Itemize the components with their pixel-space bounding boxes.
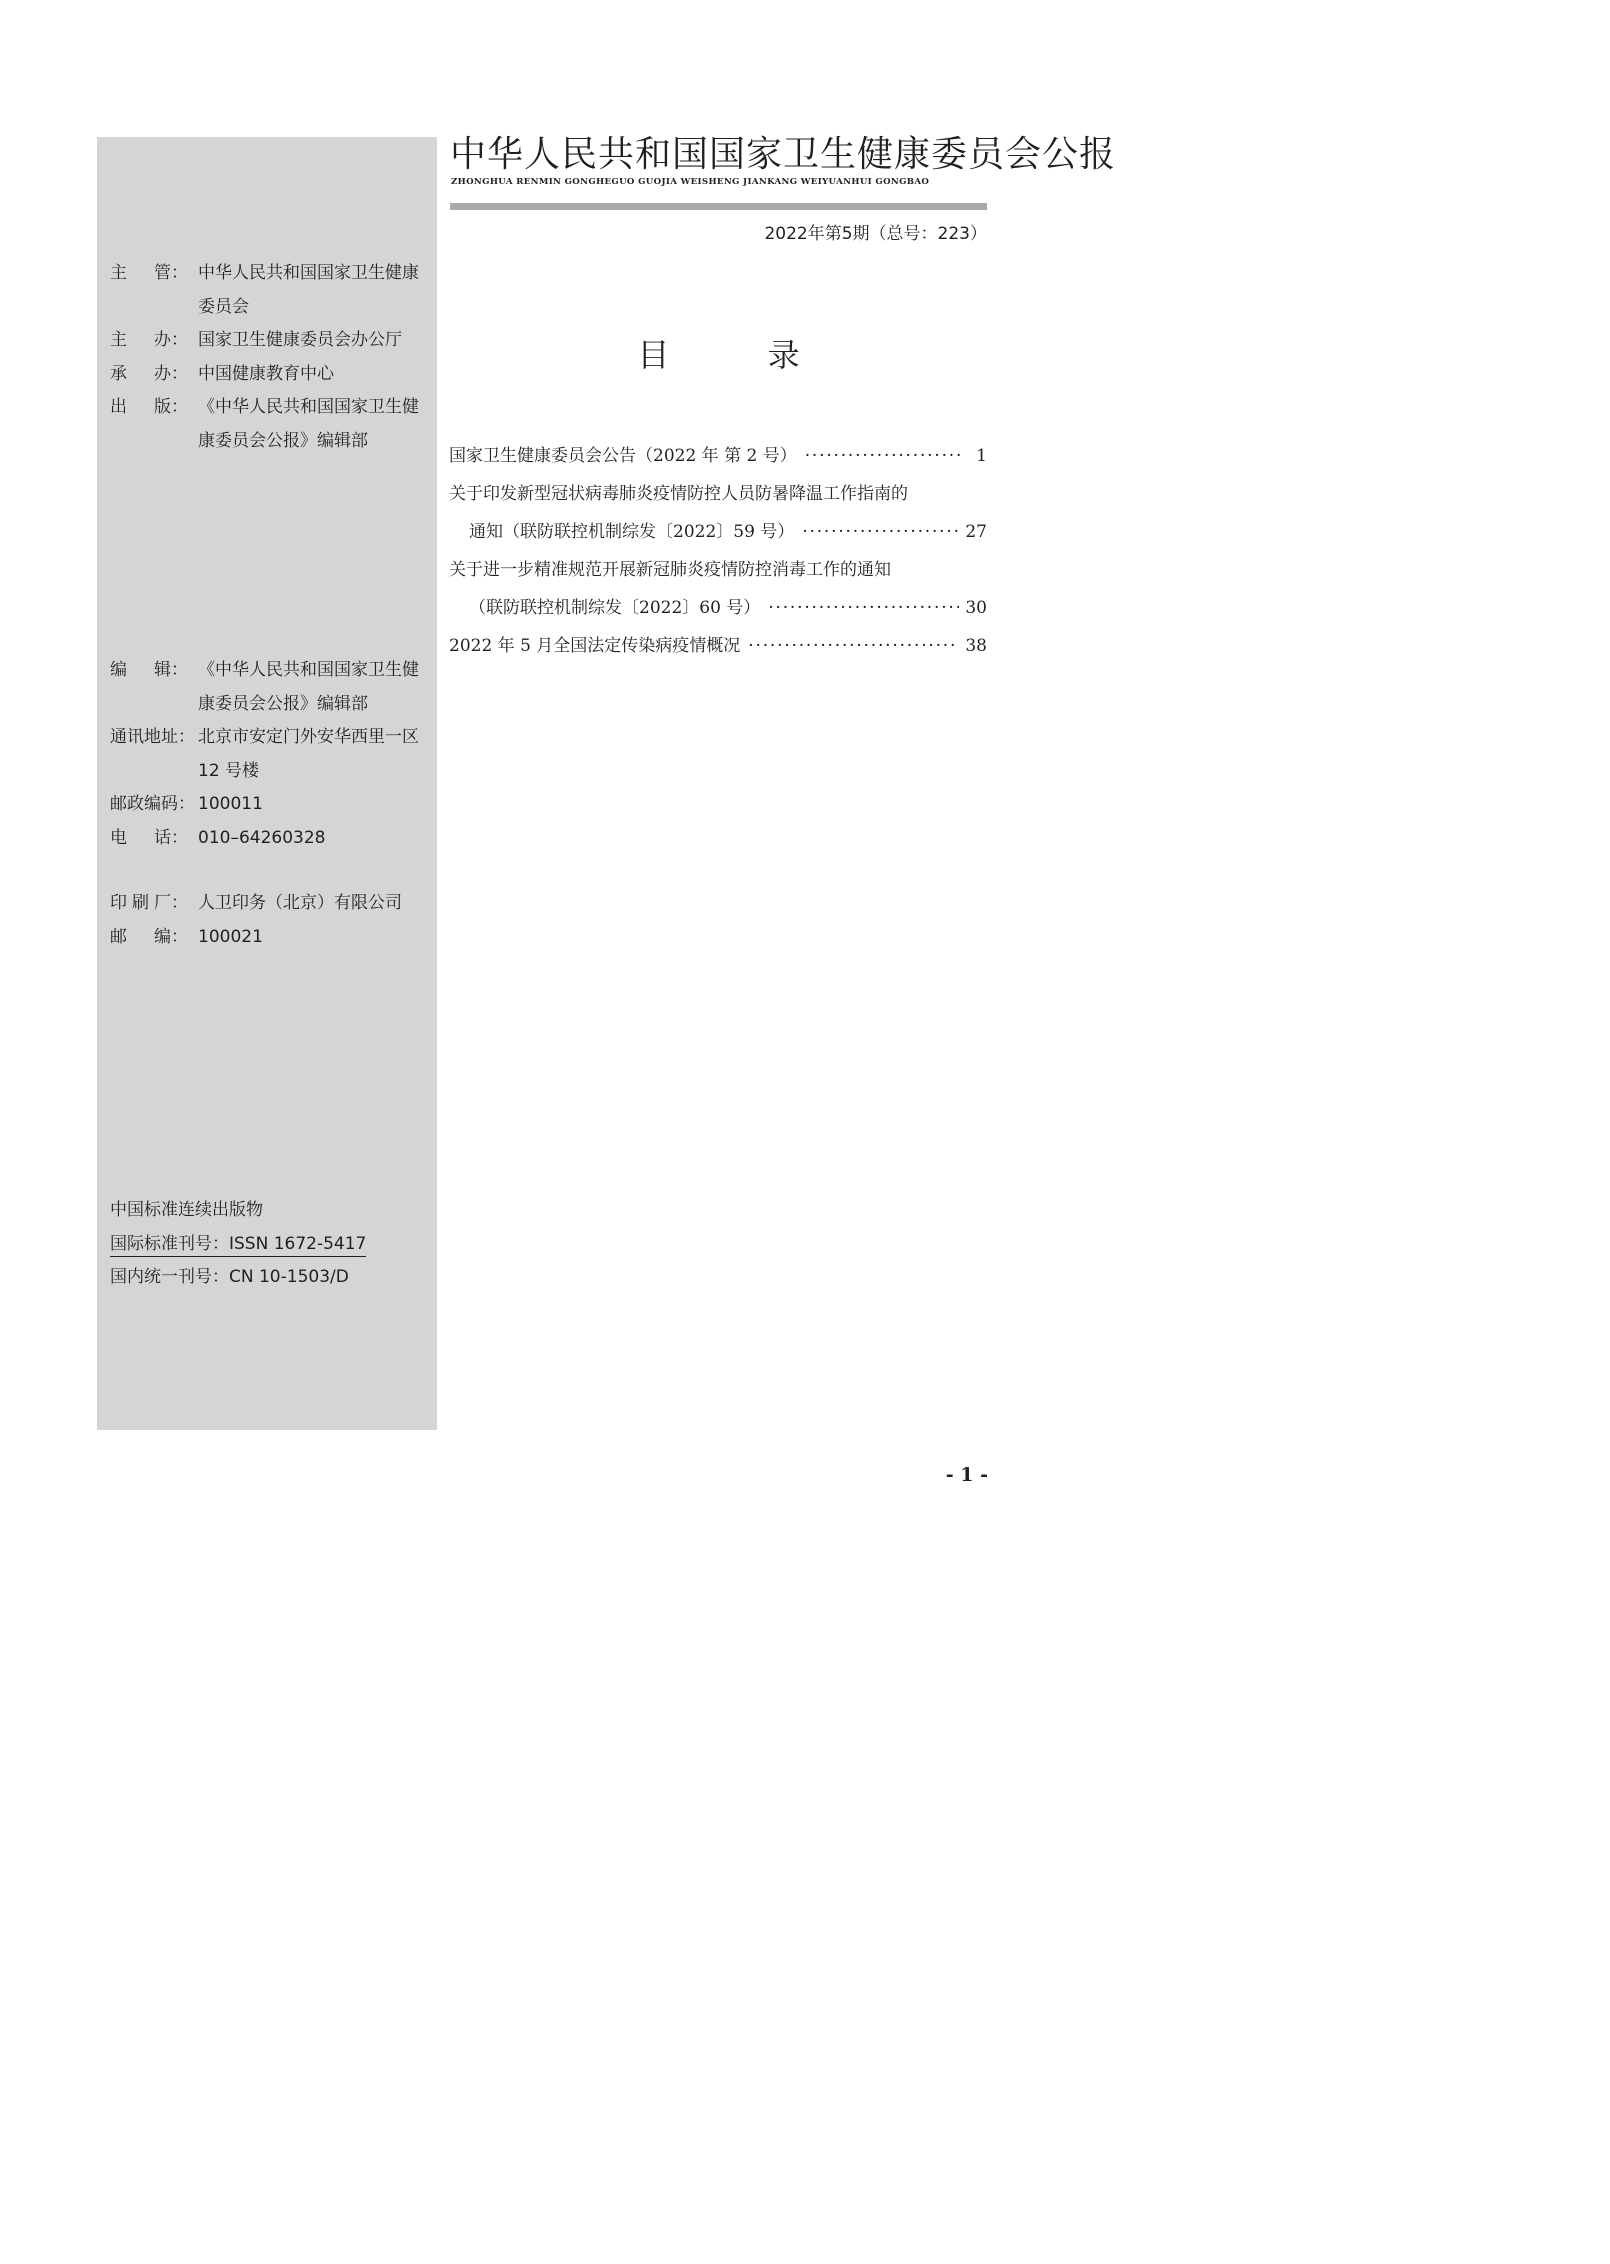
publication-info-label — [110, 391, 188, 458]
toc-heading: 目 录 — [637, 336, 844, 374]
toc-page-number: 27 — [965, 522, 987, 542]
editorial-info-label — [110, 822, 188, 856]
editorial-info-value: 100011 — [198, 794, 263, 814]
label-char: 通 — [110, 727, 127, 747]
editorial-info-row — [110, 654, 430, 721]
label-char: 编 — [110, 660, 127, 680]
editorial-info-value: 010–64260328 — [198, 827, 326, 848]
label-char: 地 — [144, 727, 161, 747]
sidebar-colophon — [97, 137, 437, 1430]
editorial-info-row — [110, 822, 430, 856]
label-char: 刷 — [132, 893, 149, 913]
publication-info-value: 中华人民共和国国家卫生健康委员会 — [198, 263, 419, 317]
printer-info — [110, 887, 430, 954]
toc-entry-title: 国家卫生健康委员会公告（2022 年 第 2 号） — [449, 446, 797, 466]
label-char: 邮 — [110, 926, 127, 947]
printer-info-label — [110, 887, 188, 921]
toc-entry[interactable] — [449, 475, 987, 551]
series-note: 中国标准连续出版物 — [110, 1200, 263, 1220]
toc-entry-title: （联防联控机制综发〔2022〕60 号） — [469, 598, 761, 618]
toc-line — [449, 437, 987, 475]
toc-dot-leader — [802, 513, 959, 551]
label-char: 管： — [154, 263, 188, 283]
editorial-info-label — [110, 721, 195, 788]
label-char: 承 — [110, 363, 127, 384]
editorial-info-row — [110, 788, 430, 822]
label-char: 印 — [110, 893, 127, 913]
label-char: 主 — [110, 330, 127, 350]
printer-info-row — [110, 887, 430, 921]
toc-dot-leader — [805, 437, 963, 475]
toc-page-number: 1 — [976, 446, 987, 466]
label-char: 邮 — [110, 794, 127, 814]
publication-info — [110, 257, 430, 458]
toc-entry-title: 关于进一步精准规范开展新冠肺炎疫情防控消毒工作的通知 — [449, 560, 891, 580]
identifier-block — [110, 1194, 430, 1295]
publication-info-label — [110, 358, 188, 392]
label-char: 编： — [154, 926, 188, 947]
publication-info-row — [110, 391, 430, 458]
editorial-info-label — [110, 654, 188, 721]
editorial-info-value: 《中华人民共和国国家卫生健康委员会公报》编辑部 — [198, 660, 419, 714]
label-char: 厂： — [154, 893, 188, 913]
publication-info-label — [110, 324, 188, 358]
toc-entry[interactable] — [449, 627, 987, 665]
printer-info-label — [110, 921, 188, 955]
masthead-pinyin: ZHONGHUA RENMIN GONGHEGUO GUOJIA WEISHENG JIANKANG WEIYUANHUI GONGBAO — [451, 177, 930, 187]
printer-info-value: 100021 — [198, 926, 263, 947]
label-char: 话： — [154, 827, 188, 848]
masthead-divider — [450, 203, 987, 210]
label-char: 办： — [154, 330, 188, 350]
toc-dot-leader — [768, 589, 959, 627]
toc-entry-title: 通知（联防联控机制综发〔2022〕59 号） — [469, 522, 795, 542]
label-char: 址： — [161, 727, 195, 747]
publication-info-value: 国家卫生健康委员会办公厅 — [198, 330, 402, 350]
toc-entry[interactable] — [449, 551, 987, 627]
issn-label: 国际标准刊号： — [110, 1233, 229, 1254]
editorial-info-value: 北京市安定门外安华西里一区 12 号楼 — [198, 727, 419, 781]
toc-entry-title: 2022 年 5 月全国法定传染病疫情概况 — [449, 636, 741, 656]
label-char: 辑： — [154, 660, 188, 680]
cn-label: 国内统一刊号： — [110, 1267, 229, 1287]
publication-info-row — [110, 257, 430, 324]
printer-info-row — [110, 921, 430, 955]
toc-entry[interactable] — [449, 437, 987, 475]
publication-info-label — [110, 257, 188, 324]
label-char: 版： — [154, 397, 188, 417]
label-char: 办： — [154, 363, 188, 384]
publication-info-row — [110, 358, 430, 392]
toc-line — [449, 551, 987, 589]
toc-line — [449, 589, 987, 627]
toc-line — [449, 513, 987, 551]
issn-row — [110, 1228, 430, 1262]
editorial-info-row — [110, 721, 430, 788]
toc-entry-title: 关于印发新型冠状病毒肺炎疫情防控人员防暑降温工作指南的 — [449, 484, 908, 504]
editorial-info — [110, 654, 430, 855]
toc-page-number: 30 — [965, 598, 987, 618]
masthead-title: 中华人民共和国国家卫生健康委员会公报 — [450, 134, 1117, 175]
cn-row — [110, 1261, 430, 1295]
printer-info-value: 人卫印务（北京）有限公司 — [198, 893, 402, 913]
label-char: 政 — [127, 794, 144, 814]
label-char: 电 — [110, 827, 127, 848]
toc-dot-leader — [748, 627, 959, 665]
cn-value: CN 10-1503/D — [229, 1267, 349, 1287]
issn-underline — [110, 1234, 366, 1257]
label-char: 出 — [110, 397, 127, 417]
label-char: 编 — [144, 794, 161, 814]
label-char: 讯 — [127, 727, 144, 747]
toc-line — [449, 475, 987, 513]
publication-info-value: 中国健康教育中心 — [198, 363, 334, 384]
page-number: - 1 - — [945, 1464, 988, 1486]
label-char: 主 — [110, 263, 127, 283]
publication-info-row — [110, 324, 430, 358]
issue-number: 2022年第5期（总号：223） — [764, 224, 987, 244]
label-char: 码： — [161, 794, 195, 814]
editorial-info-label — [110, 788, 195, 822]
toc-page-number: 38 — [965, 636, 987, 656]
table-of-contents — [449, 437, 987, 665]
issn-value: ISSN 1672-5417 — [229, 1233, 367, 1254]
publication-info-value: 《中华人民共和国国家卫生健康委员会公报》编辑部 — [198, 397, 419, 451]
toc-line — [449, 627, 987, 665]
